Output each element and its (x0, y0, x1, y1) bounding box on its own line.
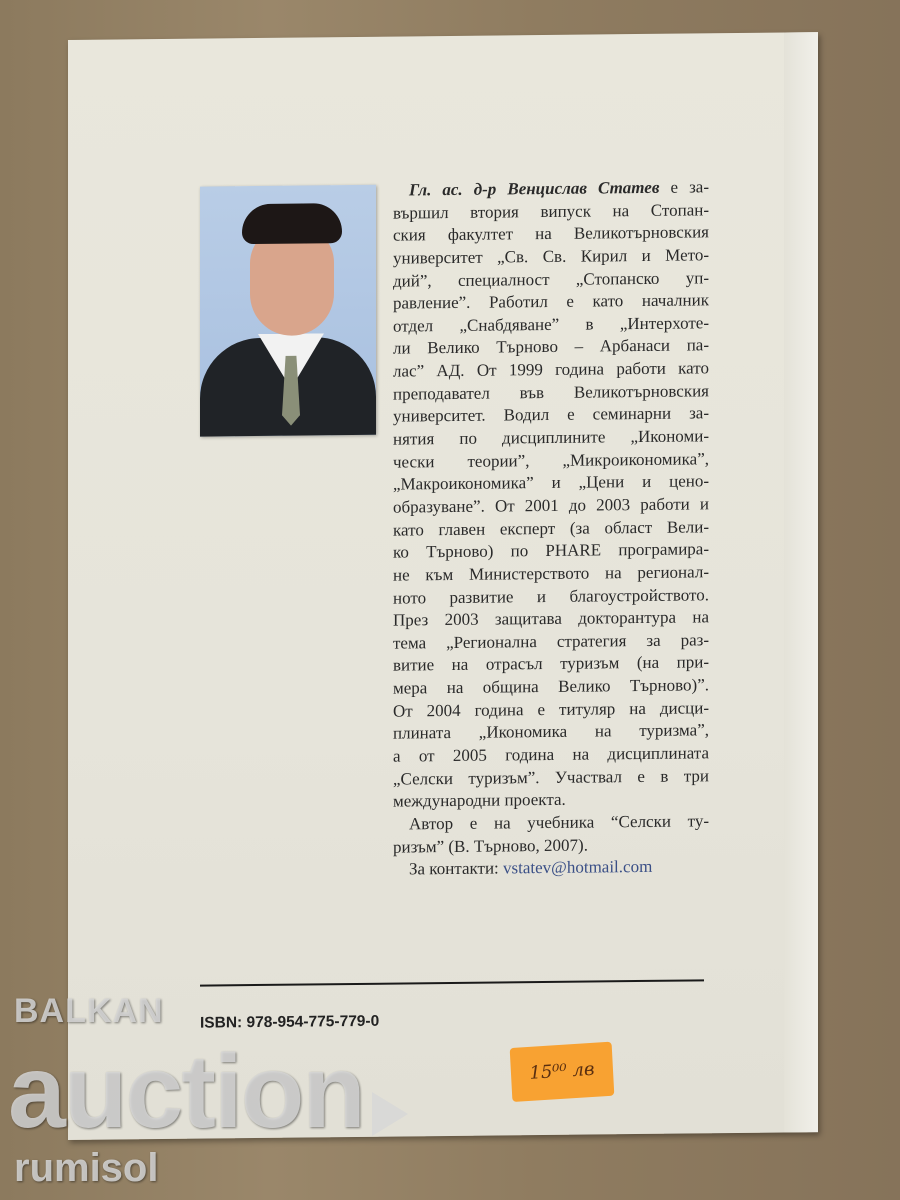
bio-line: университет „Св. Св. Кирил и Мето- (393, 245, 709, 268)
bio-line: ския факултет на Великотърновския (393, 222, 709, 245)
divider-rule (200, 979, 704, 986)
bio-line: преподавател във Великотърновския (393, 381, 709, 404)
bio-line: лас” АД. От 1999 година работи като (393, 358, 709, 381)
bio-line: ли Велико Търново – Арбанаси па- (393, 335, 709, 359)
bio-line: плината „Икономика на туризма”, (393, 720, 709, 743)
price-sticker: 15⁰⁰ лв (510, 1042, 615, 1102)
contact-line (393, 856, 709, 882)
bio-line: тема „Регионална стратегия за раз- (393, 630, 709, 653)
bio-line: не към Министерството на регионал- (393, 562, 709, 585)
watermark-logo: auction (8, 1034, 364, 1150)
bio-line: като главен експерт (за област Вели- (393, 516, 709, 540)
bio-line: витие на отрасъл туризъм (на при- (393, 652, 709, 676)
bio-line: Автор е на учебника “Селски ту- (409, 811, 709, 834)
book-back-cover (68, 32, 818, 1140)
bio-line: ко Търново) по PHARE програмира- (393, 539, 709, 562)
bio-line: вършил втория випуск на Стопан- (393, 199, 709, 223)
bio-line: равление”. Работил е като началник (393, 290, 709, 313)
watermark-arrow-icon (372, 1092, 408, 1136)
bio-line: дий”, специалност „Стопанско уп- (393, 267, 709, 291)
bio-line: мера на община Велико Търново)”. (393, 675, 709, 698)
isbn: ISBN: 978-954-775-779-0 (200, 1012, 380, 1032)
contact-email-link[interactable]: vstatev@hotmail.com (503, 857, 653, 878)
cover-edge (784, 32, 818, 1132)
contact-label: За контакти: (409, 858, 504, 879)
watermark-logo: rumisol (14, 1146, 159, 1190)
bio-line: ризъм” (В. Търново, 2007). (393, 835, 588, 857)
bio-line: „Селски туризъм”. Участвал е в три (393, 765, 709, 789)
bio-line: ното развитие и благоустройството. (393, 584, 709, 608)
bio-line (393, 176, 709, 202)
author-photo (200, 185, 376, 437)
bio-line: а от 2005 година на дисциплината (393, 743, 709, 766)
bio-line: нятия по дисциплините „Икономи- (393, 426, 709, 449)
bio-text: е за- (659, 177, 709, 197)
bio-line: От 2004 година е титуляр на дисци- (393, 698, 709, 721)
bio-line: университет. Водил е семинарни за- (393, 403, 709, 427)
photo-hair (242, 203, 342, 244)
bio-line: През 2003 защитава докторантура на (393, 607, 709, 630)
bio-line: отдел „Снабдяване” в „Интерхоте- (393, 313, 709, 336)
bio-line: образуване”. От 2001 до 2003 работи и (393, 494, 709, 517)
author-name: Гл. ас. д-р Венцислав Статев (409, 177, 660, 200)
bio-line: „Макроикономика” и „Цени и цено- (393, 471, 709, 494)
author-bio (393, 176, 709, 881)
watermark-logo: BALKAN (14, 992, 164, 1030)
bio-line: чески теории”, „Микроикономика”, (393, 448, 709, 472)
bio-line: международни проекта. (393, 790, 566, 811)
